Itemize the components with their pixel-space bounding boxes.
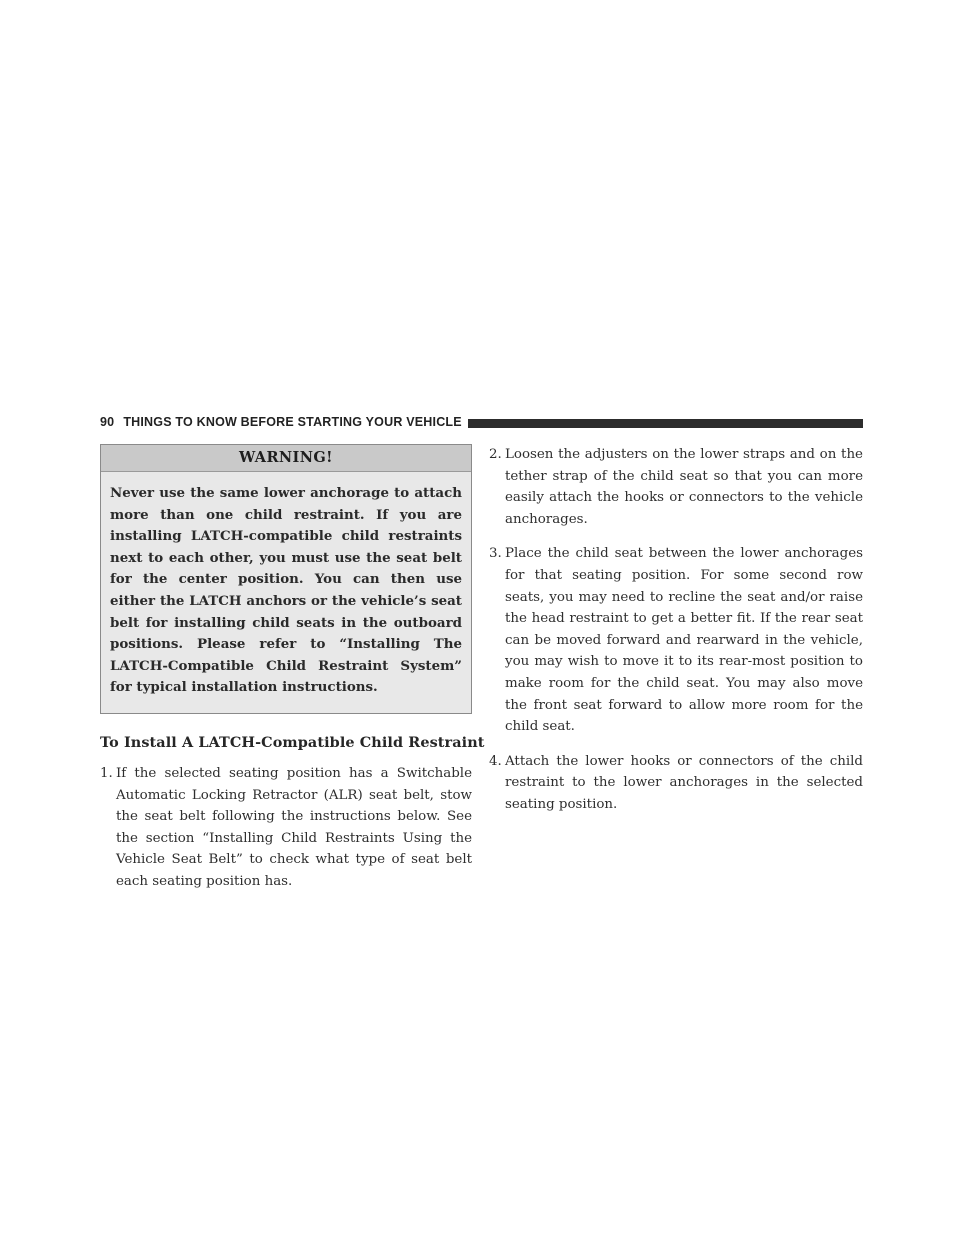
right-column [489,444,863,829]
page-number: 90 [100,415,115,429]
step-text: If the selected seating position has a Switchable Automatic Locking Retractor (ALR) seat belt, stow the seat belt following the instructions below. See the section “Installing Child Restraints Using the Vehicle Seat Belt” to check what type of seat belt each seating position has. [116,765,472,889]
running-title: THINGS TO KNOW BEFORE STARTING YOUR VEHICLE [123,415,462,429]
warning-title: WARNING! [101,445,471,472]
step-item [489,444,863,530]
page-header [100,414,863,430]
step-number: 4. [489,753,502,769]
step-item [100,763,472,893]
step-text: Place the child seat between the lower anchorages for that seating position. For some second row seats, you may need to recline the seat and/or raise the head restraint to get a better fit. If the rear seat can be moved forward and rearward in the vehicle, you may wish to move it to its rear-most position to make room for the child seat. You may also move the front seat forward to allow more room for the child seat. [505,546,863,735]
step-item [489,751,863,816]
step-text: Loosen the adjusters on the lower straps and on the tether strap of the child seat so that you can more easily attach the hooks or connectors to the vehicle anchorages. [505,447,863,527]
left-column [100,444,485,906]
step-number: 2. [489,447,502,462]
step-number: 1. [100,765,113,781]
section-heading: To Install A LATCH-Compatible Child Restraint [100,733,485,751]
warning-body: Never use the same lower anchorage to attach more than one child restraint. If you are installing LATCH-compatible child restraints next to each other, you must use the seat belt for the center position. You can then use either the LATCH anchors or the vehicle’s seat belt for installing child seats in the outboard positions. Please refer to “Installing The LATCH-Compatible Child Restraint System” for typical installation instructions. [110,485,462,696]
step-text: Attach the lower hooks or connectors of the child restraint to the lower anchorages in the selected seating position. [505,753,863,812]
step-number: 3. [489,546,502,562]
warning-box [100,444,472,714]
header-rule [468,419,863,428]
step-item [489,543,863,737]
